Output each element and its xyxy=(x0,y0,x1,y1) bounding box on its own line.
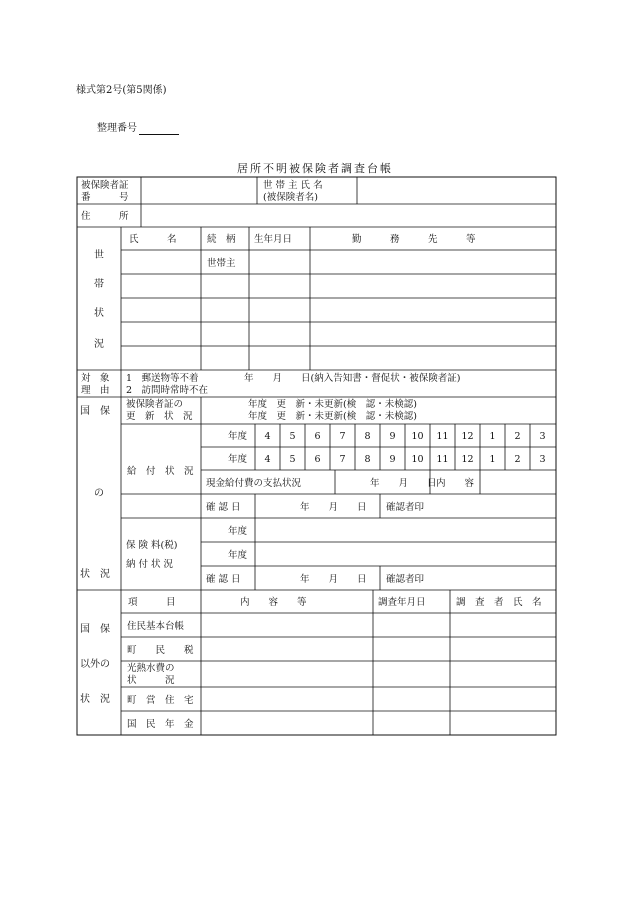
month-cell-1-9: 9 xyxy=(389,431,396,442)
premium-year-label-1: 年度 xyxy=(228,526,248,537)
reason-item-1-date: 年 月 日(納入告知書・督促状・被保険者証) xyxy=(244,373,461,384)
other-header-investigator: 調 査 者 氏 名 xyxy=(456,597,542,608)
month-cell-2-9: 9 xyxy=(389,454,396,465)
reference-number-label: 整理番号 xyxy=(97,123,137,134)
benefit-confirm-date-label: 確 認 日 xyxy=(206,502,241,513)
reason-label-1: 対 象 xyxy=(81,373,110,384)
household-side-2: 帯 xyxy=(94,279,104,290)
month-cell-1-4: 4 xyxy=(264,431,271,442)
month-cell-2-12: 12 xyxy=(461,454,474,465)
premium-confirm-date-label: 確 認 日 xyxy=(206,574,241,585)
premium-year-label-2: 年度 xyxy=(228,550,248,561)
month-cell-2-2: 2 xyxy=(514,454,521,465)
month-cell-2-8: 8 xyxy=(364,454,371,465)
month-cell-1-7: 7 xyxy=(339,431,346,442)
form-number: 様式第2号(第5関係) xyxy=(76,85,167,96)
household-header-relation: 続 柄 xyxy=(207,234,236,245)
household-side-4: 況 xyxy=(94,339,104,350)
kokuho-side-1: 国 保 xyxy=(80,406,110,417)
other-item-town-tax: 町 民 税 xyxy=(127,645,194,656)
householder-label-1: 世 帯 主 氏 名 xyxy=(263,180,323,191)
month-cell-1-11: 11 xyxy=(436,431,449,442)
month-cell-1-5: 5 xyxy=(289,431,296,442)
month-cell-1-10: 10 xyxy=(411,431,424,442)
other-side-1: 国 保 xyxy=(80,624,110,635)
premium-confirm-date: 年 月 日 xyxy=(300,574,367,585)
page-title: 居所不明被保険者調査台帳 xyxy=(237,162,393,175)
other-side-2: 以外の xyxy=(80,659,110,670)
card-number-label-1: 被保険者証 xyxy=(81,180,129,191)
month-cell-2-6: 6 xyxy=(314,454,321,465)
month-cell-1-2: 2 xyxy=(514,431,521,442)
premium-label-1: 保 険 料(税) xyxy=(126,540,178,551)
household-header-name: 氏 名 xyxy=(129,234,177,245)
benefit-confirmer-label: 確認者印 xyxy=(386,502,425,513)
month-cell-1-8: 8 xyxy=(364,431,371,442)
month-cell-2-1: 1 xyxy=(489,454,496,465)
renewal-line-1: 年度 更 新・未更新(検 認・未検認) xyxy=(248,399,417,410)
benefit-status-label: 給 付 状 況 xyxy=(127,466,194,477)
month-cell-2-3: 3 xyxy=(539,454,546,465)
other-item-national-pension: 国 民 年 金 xyxy=(127,719,194,730)
kokuho-side-3: 状 況 xyxy=(80,569,110,580)
cash-benefit-label: 現金給付費の支払状況 xyxy=(206,478,302,489)
household-side-3: 状 xyxy=(94,308,104,319)
household-side-1: 世 xyxy=(94,250,104,261)
month-cell-1-6: 6 xyxy=(314,431,321,442)
household-header-work: 勤 務 先 等 xyxy=(352,234,476,245)
month-cell-2-10: 10 xyxy=(411,454,424,465)
household-header-dob: 生年月日 xyxy=(254,234,293,245)
other-item-resident-registry: 住民基本台帳 xyxy=(127,621,185,632)
month-cell-1-12: 12 xyxy=(461,431,474,442)
month-cell-2-5: 5 xyxy=(289,454,296,465)
card-renewal-label-2: 更 新 状 況 xyxy=(126,411,193,422)
month-cell-2-11: 11 xyxy=(436,454,449,465)
address-label: 住 所 xyxy=(81,211,129,222)
kokuho-side-2: の xyxy=(94,488,104,499)
other-item-utilities-2: 状 況 xyxy=(127,675,175,686)
card-number-label-2: 番 号 xyxy=(81,192,129,203)
reason-item-2: 2 訪問時常時不在 xyxy=(126,385,209,396)
month-cell-1-3: 3 xyxy=(539,431,546,442)
benefit-year-label-2: 年度 xyxy=(228,454,248,465)
other-item-town-housing: 町 営 住 宅 xyxy=(127,695,194,706)
cash-benefit-content: 内 容 xyxy=(436,478,475,489)
reason-label-2: 理 由 xyxy=(81,385,110,396)
reason-item-1: 1 郵送物等不着 xyxy=(126,373,199,384)
month-cell-2-4: 4 xyxy=(264,454,271,465)
other-header-item: 項 目 xyxy=(128,597,176,608)
other-header-content: 内 容 等 xyxy=(240,597,307,608)
premium-confirmer-label: 確認者印 xyxy=(386,574,425,585)
premium-label-2: 納 付 状 況 xyxy=(126,559,174,570)
benefit-confirm-date: 年 月 日 xyxy=(300,502,367,513)
householder-label-2: (被保険者名) xyxy=(263,192,318,203)
other-side-3: 状 況 xyxy=(80,694,110,705)
other-item-utilities-1: 光熱水費の xyxy=(127,663,175,674)
month-cell-1-1: 1 xyxy=(489,431,496,442)
cash-benefit-date: 年 月 日 xyxy=(370,478,437,489)
card-renewal-label-1: 被保険者証の xyxy=(126,399,184,410)
month-cell-2-7: 7 xyxy=(339,454,346,465)
benefit-year-label-1: 年度 xyxy=(228,431,248,442)
renewal-line-2: 年度 更 新・未更新(検 認・未検認) xyxy=(248,411,417,422)
other-header-date: 調査年月日 xyxy=(378,597,426,608)
household-head-relation: 世帯主 xyxy=(207,258,236,269)
